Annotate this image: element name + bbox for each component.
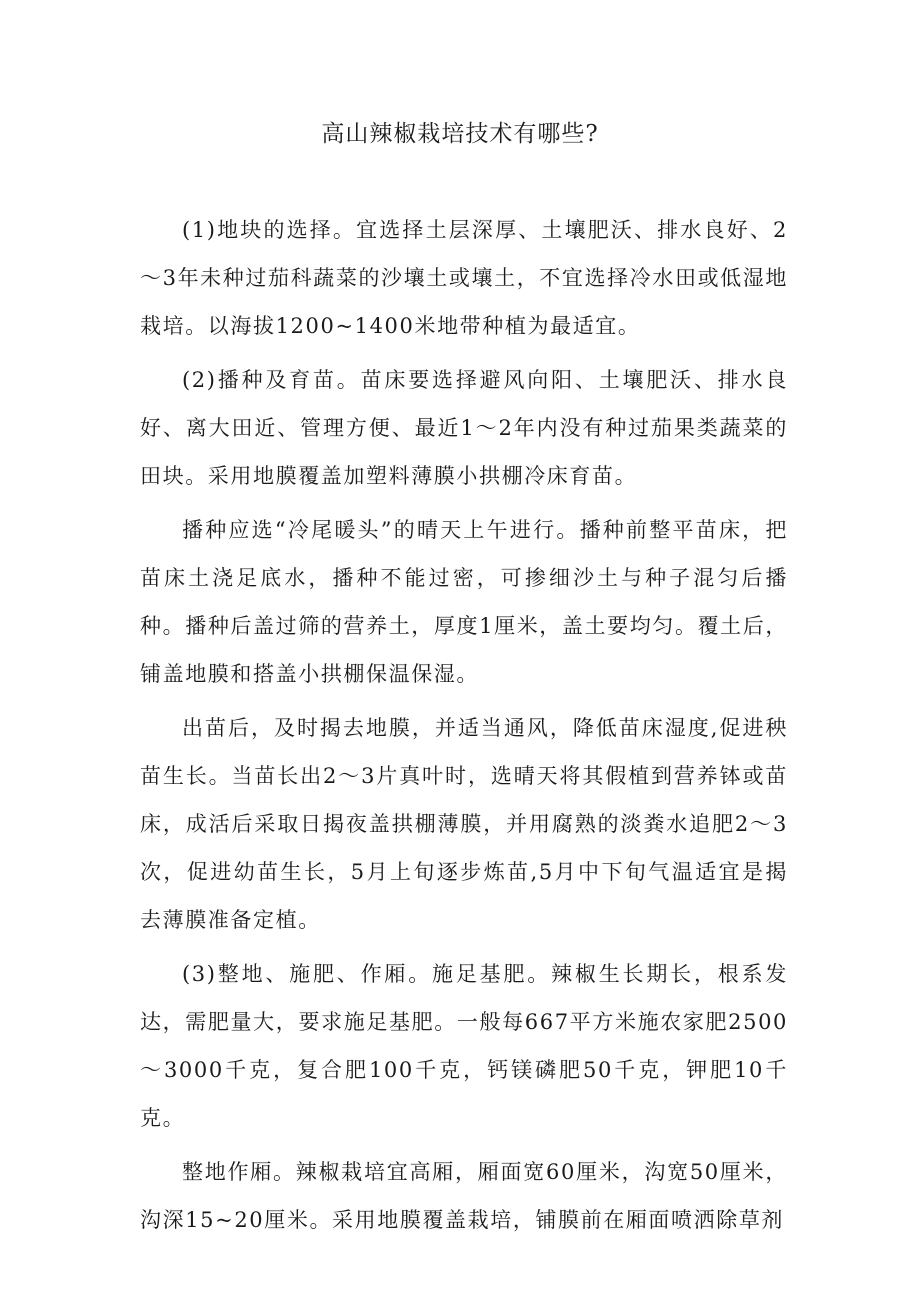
paragraph-sowing-timing: 播种应选“冷尾暖头”的晴天上午进行。播种前整平苗床，把苗床土浇足底水，播种不能过密，可掺细沙土与种子混匀后播种。播种后盖过筛的营养土，厚度1厘米，盖土要均匀。覆土后，铺盖地膜和搭盖小拱棚保温保湿。 xyxy=(140,518,788,686)
paragraph-site-selection: (1)地块的选择。宜选择土层深厚、土壤肥沃、排水良好、2～3年未种过茄科蔬菜的沙壤土或壤土，不宜选择冷水田或低湿地栽培。以海拔1200~1400米地带种植为最适宜。 xyxy=(140,218,788,338)
paragraph-sowing-seedlings: (2)播种及育苗。苗床要选择避风向阳、土壤肥沃、排水良好、离大田近、管理方便、最近1～2年内没有种过茄果类蔬菜的田块。采用地膜覆盖加塑料薄膜小拱棚冷床育苗。 xyxy=(140,368,788,488)
paragraph-bed-making: 整地作厢。辣椒栽培宜高厢，厢面宽60厘米，沟宽50厘米，沟深15~20厘米。采用地膜覆盖栽培，铺膜前在厢面喷洒除草剂 xyxy=(140,1160,788,1232)
document-body xyxy=(140,206,788,1244)
document-title: 高山辣椒栽培技术有哪些? xyxy=(321,121,599,147)
paragraph-seedling-care: 出苗后，及时揭去地膜，并适当通风，降低苗床湿度,促进秧苗生长。当苗长出2～3片真叶时，选晴天将其假植到营养钵或苗床，成活后采取日揭夜盖拱棚薄膜，并用腐熟的淡粪水追肥2～3次，促进幼苗生长，5月上旬逐步炼苗,5月中下旬气温适宜是揭去薄膜准备定植。 xyxy=(140,716,788,932)
paragraph-fertilizing: (3)整地、施肥、作厢。施足基肥。辣椒生长期长，根系发达，需肥量大，要求施足基肥。一般每667平方米施农家肥2500～3000千克，复合肥100千克，钙镁磷肥50千克，钾肥10千克。 xyxy=(140,962,788,1130)
